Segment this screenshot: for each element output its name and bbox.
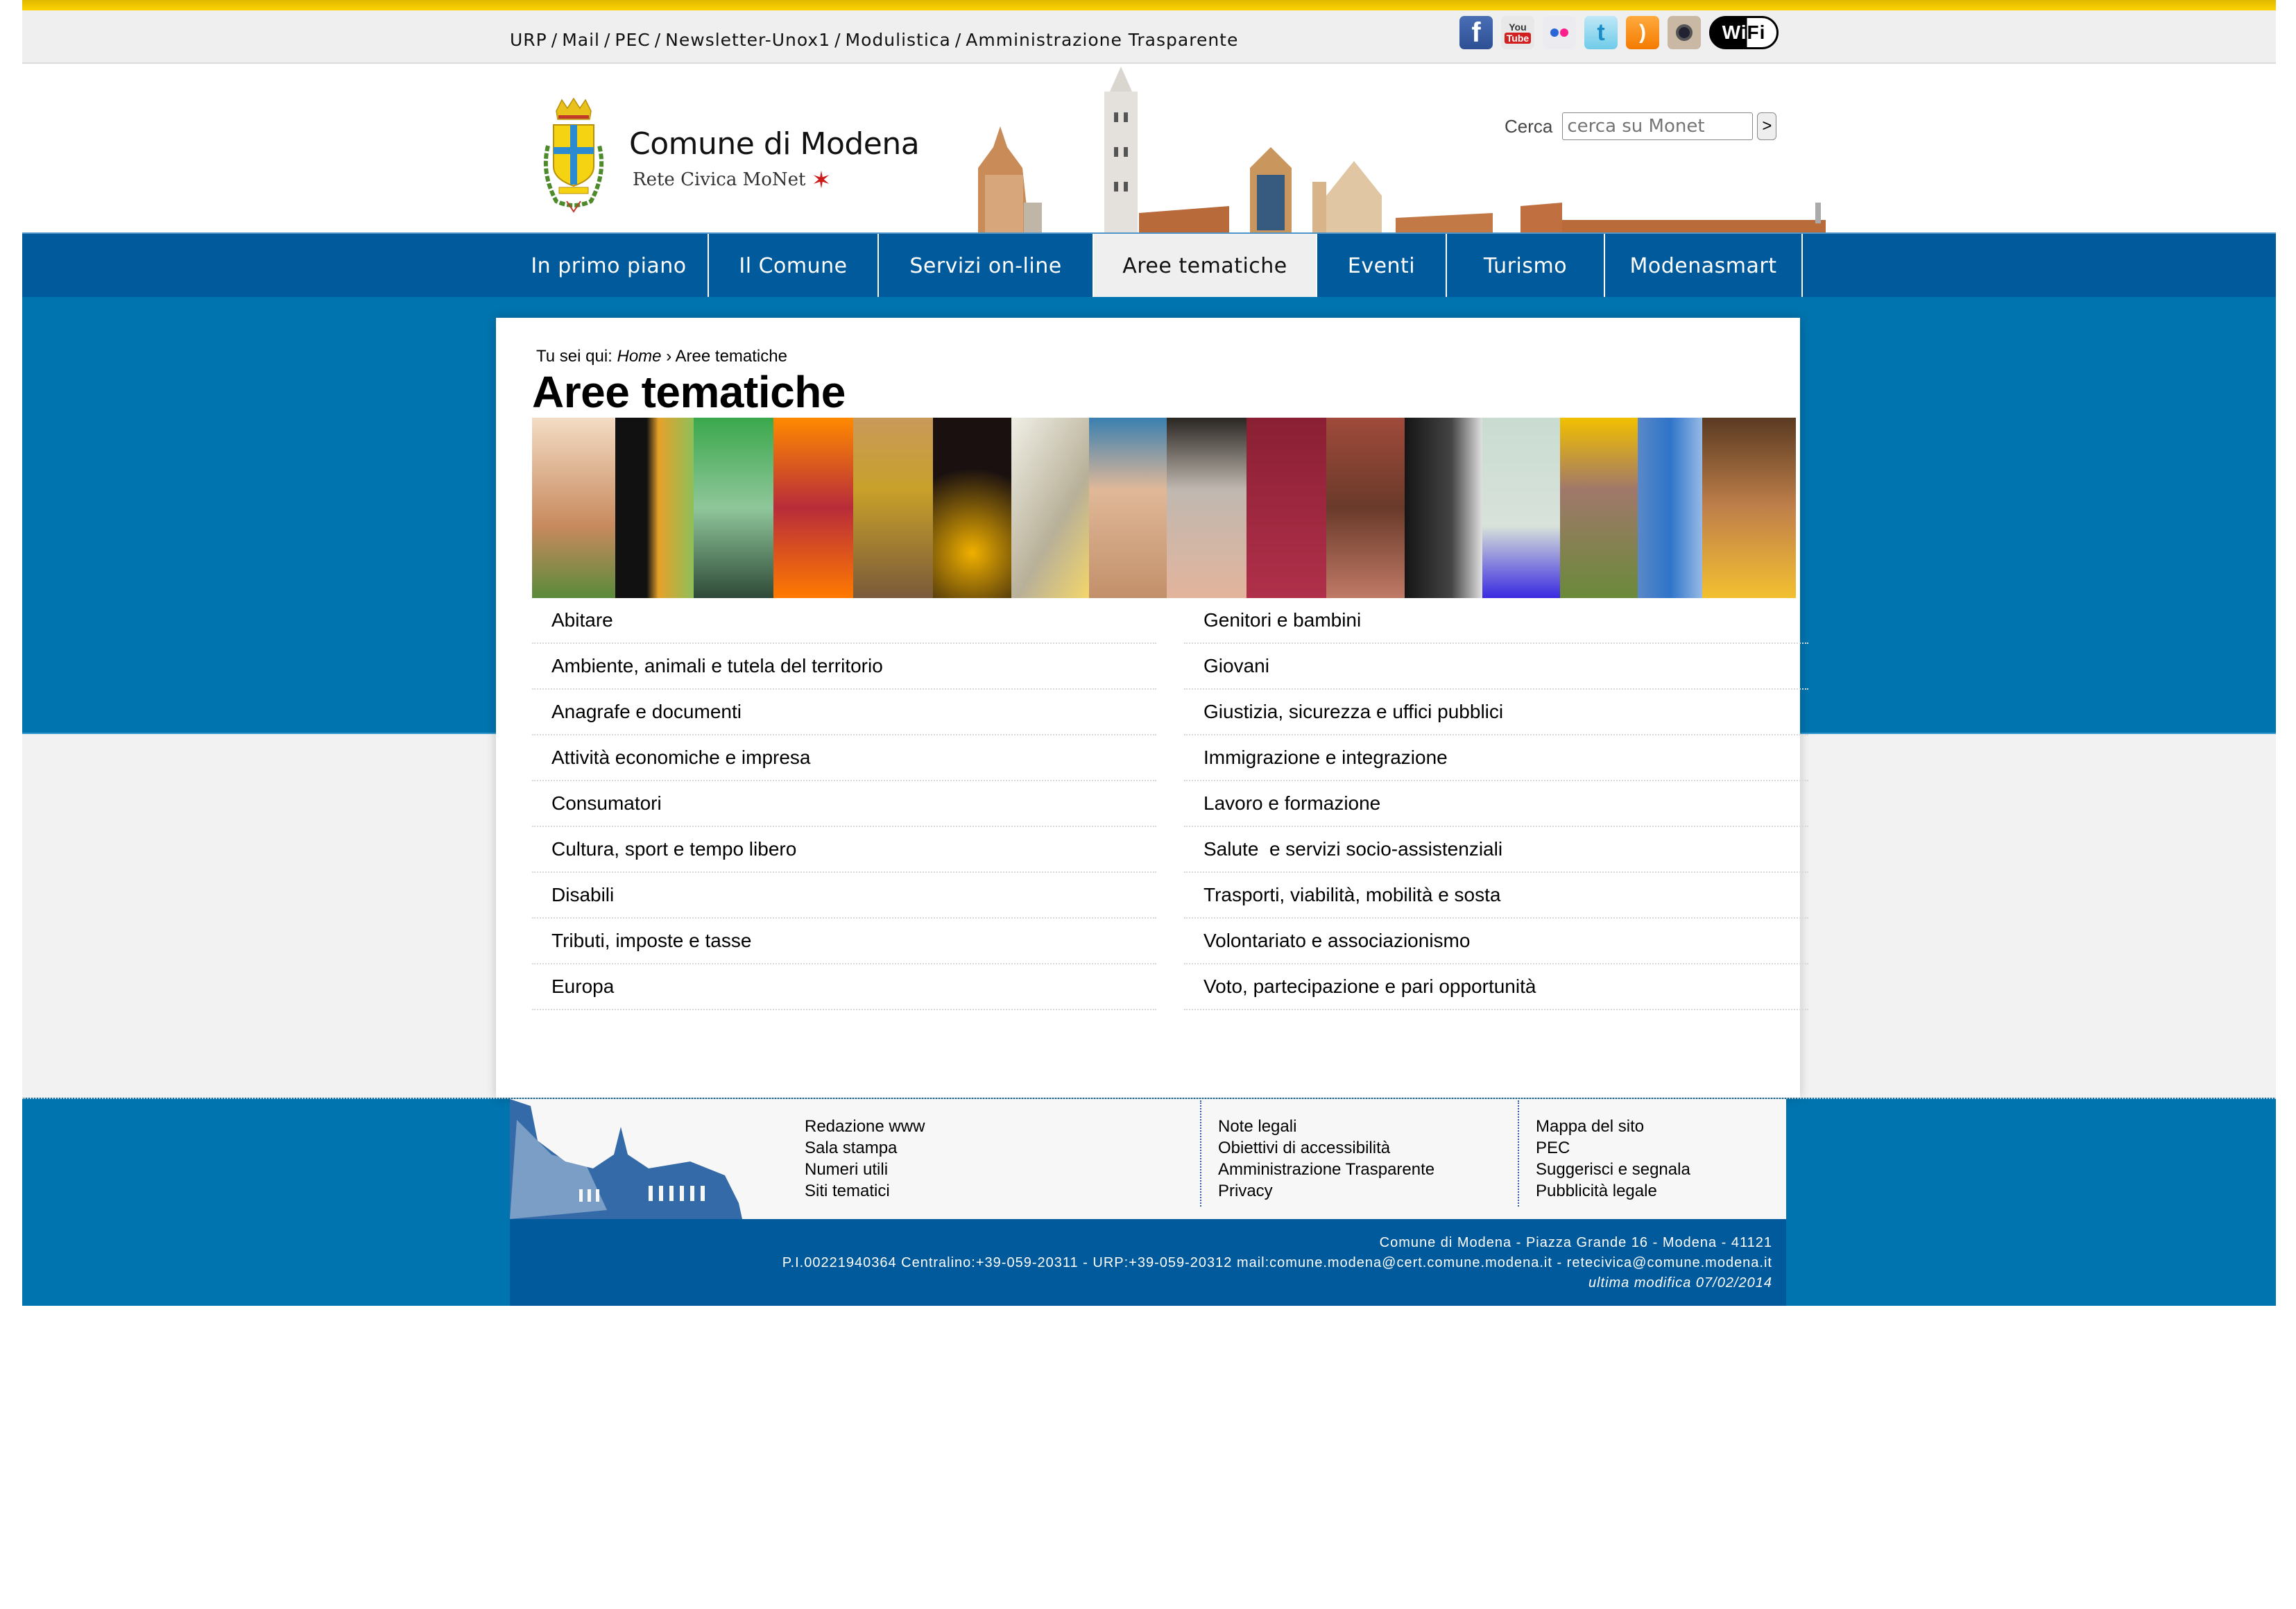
- search-submit-button[interactable]: >: [1757, 112, 1776, 140]
- footer-link[interactable]: Amministrazione Trasparente: [1218, 1160, 1435, 1179]
- topic-link[interactable]: Tributi, imposte e tasse: [532, 919, 1156, 964]
- page-title: Aree tematiche: [532, 367, 846, 417]
- main-nav: [22, 232, 2276, 297]
- flickr-icon[interactable]: [1543, 16, 1576, 49]
- footer-address: Comune di Modena - Piazza Grande 16 - Modena - 41121: [1379, 1235, 1772, 1250]
- footer-link[interactable]: Obiettivi di accessibilità: [1218, 1139, 1391, 1157]
- topic-link[interactable]: Ambiente, animali e tutela del territorio: [532, 644, 1156, 690]
- monet-star-icon: ✶: [811, 167, 832, 194]
- site-logo[interactable]: [515, 97, 931, 215]
- footer-link[interactable]: Mappa del sito: [1536, 1117, 1645, 1136]
- footer-link[interactable]: Siti tematici: [805, 1182, 890, 1200]
- breadcrumb-home-link[interactable]: Home: [617, 347, 662, 366]
- footer-link[interactable]: Redazione www: [805, 1117, 925, 1136]
- breadcrumb-prefix: Tu sei qui:: [536, 347, 612, 366]
- facebook-icon[interactable]: f: [1459, 16, 1493, 49]
- link-amministrazione-trasparente[interactable]: Amministrazione Trasparente: [966, 30, 1239, 50]
- topic-link[interactable]: Attività economiche e impresa: [532, 735, 1156, 781]
- footer-link[interactable]: Numeri utili: [805, 1160, 889, 1179]
- breadcrumb: [536, 347, 787, 366]
- link-newsletter[interactable]: Newsletter-Unox1: [665, 30, 831, 50]
- topic-link[interactable]: Voto, partecipazione e pari opportunità: [1184, 964, 1808, 1010]
- main-nav-items: [510, 234, 1803, 298]
- topic-list-right: [1184, 598, 1808, 1010]
- footer-links-panel: [510, 1099, 1786, 1219]
- footer-link[interactable]: Privacy: [1218, 1182, 1273, 1200]
- search-input[interactable]: [1562, 112, 1753, 140]
- link-urp[interactable]: URP: [510, 30, 547, 50]
- site-footer: [510, 1099, 1786, 1306]
- topic-link[interactable]: Europa: [532, 964, 1156, 1010]
- footer-column-1: [805, 1116, 925, 1202]
- topic-link[interactable]: Giovani: [1184, 644, 1808, 690]
- footer-last-modified: ultima modifica 07/02/2014: [1588, 1275, 1772, 1291]
- topic-link[interactable]: Lavoro e formazione: [1184, 781, 1808, 827]
- footer-contact-info: [510, 1219, 1786, 1306]
- youtube-icon[interactable]: You Tube: [1501, 16, 1534, 49]
- utility-links: [510, 30, 1238, 50]
- topic-link[interactable]: Salute e servizi socio-assistenziali: [1184, 827, 1808, 873]
- topic-link[interactable]: Consumatori: [532, 781, 1156, 827]
- site-subtitle: [633, 167, 831, 194]
- photo-strip-banner: [532, 418, 1808, 598]
- separator: /: [654, 30, 662, 50]
- search-label: Cerca: [1505, 115, 1553, 137]
- instagram-icon[interactable]: [1668, 16, 1701, 49]
- twitter-icon[interactable]: t: [1584, 16, 1618, 49]
- nav-item-servizi-on-line[interactable]: Servizi on-line: [879, 234, 1094, 298]
- nav-item-aree-tematiche[interactable]: Aree tematiche: [1094, 234, 1317, 298]
- site-header: [22, 64, 2276, 232]
- topic-link[interactable]: Volontariato e associazionismo: [1184, 919, 1808, 964]
- search-form: [1505, 112, 1776, 140]
- separator: /: [954, 30, 962, 50]
- footer-link[interactable]: PEC: [1536, 1139, 1570, 1157]
- topic-link[interactable]: Abitare: [532, 598, 1156, 644]
- link-mail[interactable]: Mail: [562, 30, 600, 50]
- top-accent-bar: [22, 0, 2276, 10]
- nav-item-il-comune[interactable]: Il Comune: [709, 234, 879, 298]
- link-modulistica[interactable]: Modulistica: [845, 30, 951, 50]
- utility-bar: [22, 10, 2276, 64]
- nav-item-in-primo-piano[interactable]: In primo piano: [510, 234, 709, 298]
- nav-item-modenasmart[interactable]: Modenasmart: [1605, 234, 1803, 298]
- subtitle-text: Rete Civica MoNet: [633, 169, 806, 190]
- social-links: [1459, 16, 1779, 49]
- footer-column-3: [1518, 1100, 1690, 1207]
- topic-link[interactable]: Genitori e bambini: [1184, 598, 1808, 644]
- topic-link[interactable]: Disabili: [532, 873, 1156, 919]
- footer-link[interactable]: Pubblicità legale: [1536, 1182, 1657, 1200]
- footer-building-illustration: [510, 1099, 742, 1219]
- footer-contacts: P.I.00221940364 Centralino:+39-059-20311 - URP:+39-059-20312 mail:comune.modena@cert.comune.modena.it - retecivica@comune.modena.it: [782, 1255, 1772, 1270]
- page: [22, 0, 2276, 1306]
- footer-link[interactable]: Sala stampa: [805, 1139, 898, 1157]
- content-card: [496, 318, 1800, 1098]
- footer-column-2: [1200, 1100, 1434, 1207]
- footer-link[interactable]: Suggerisci e segnala: [1536, 1160, 1690, 1179]
- topic-link[interactable]: Giustizia, sicurezza e uffici pubblici: [1184, 690, 1808, 735]
- topic-link[interactable]: Cultura, sport e tempo libero: [532, 827, 1156, 873]
- separator: /: [603, 30, 611, 50]
- breadcrumb-current: Aree tematiche: [675, 347, 787, 366]
- nav-item-turismo[interactable]: Turismo: [1447, 234, 1605, 298]
- wifi-icon[interactable]: Wi Fi: [1709, 16, 1779, 49]
- topic-link[interactable]: Anagrafe e documenti: [532, 690, 1156, 735]
- footer-link[interactable]: Note legali: [1218, 1117, 1297, 1136]
- breadcrumb-separator: ›: [666, 347, 672, 366]
- link-pec[interactable]: PEC: [615, 30, 651, 50]
- separator: /: [551, 30, 558, 50]
- separator: /: [834, 30, 841, 50]
- nav-item-eventi[interactable]: Eventi: [1317, 234, 1447, 298]
- topic-link[interactable]: Immigrazione e integrazione: [1184, 735, 1808, 781]
- rss-icon[interactable]: ): [1626, 16, 1659, 49]
- topic-list-left: [532, 598, 1156, 1010]
- city-skyline-illustration: [966, 64, 1826, 232]
- topic-link[interactable]: Trasporti, viabilità, mobilità e sosta: [1184, 873, 1808, 919]
- site-title: Comune di Modena: [629, 126, 920, 162]
- coat-of-arms-icon: [536, 97, 612, 215]
